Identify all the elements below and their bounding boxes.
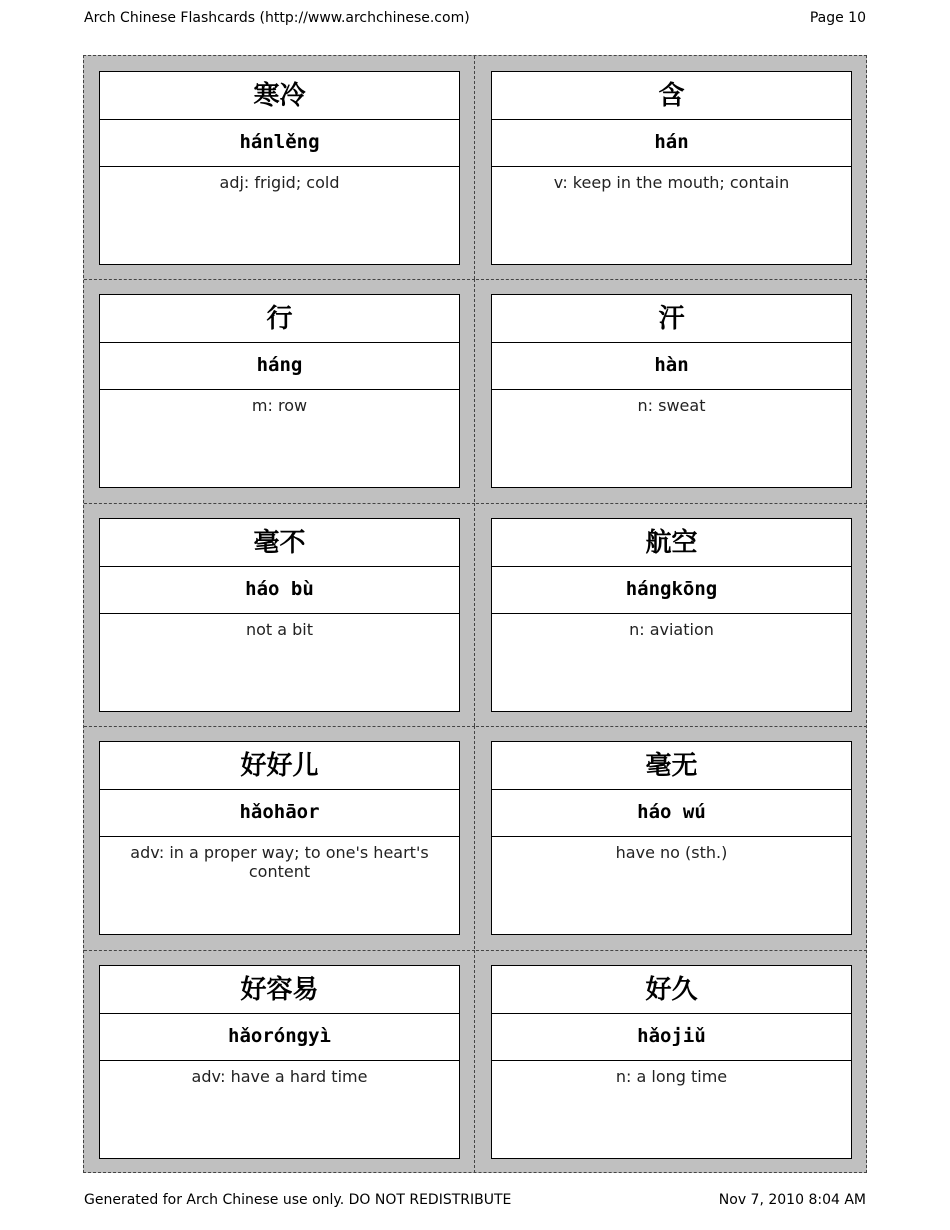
- card-pinyin: háng: [100, 343, 459, 390]
- card-hanzi: 毫无: [492, 742, 851, 790]
- flashcard: [491, 965, 852, 1159]
- flashcard: [491, 71, 852, 265]
- card-hanzi: 航空: [492, 519, 851, 567]
- flashcard: [99, 294, 460, 488]
- card-hanzi: 汗: [492, 295, 851, 343]
- card-cell: [476, 56, 867, 279]
- card-definition: n: aviation: [629, 620, 714, 639]
- card-definition: m: row: [251, 396, 308, 415]
- card-pinyin: hǎohāor: [100, 790, 459, 837]
- flashcard: [491, 518, 852, 712]
- card-cell: [476, 950, 867, 1173]
- card-pinyin: háo bù: [100, 567, 459, 614]
- card-hanzi: 好久: [492, 966, 851, 1014]
- card-definition: have no (sth.): [615, 843, 728, 862]
- card-definition: not a bit: [245, 620, 314, 639]
- card-hanzi: 行: [100, 295, 459, 343]
- flashcard: [99, 518, 460, 712]
- card-pinyin: háo wú: [492, 790, 851, 837]
- card-pinyin: hángkōng: [492, 567, 851, 614]
- card-cell: [84, 279, 475, 502]
- card-cell: [476, 279, 867, 502]
- card-hanzi: 好好儿: [100, 742, 459, 790]
- card-cell: [84, 950, 475, 1173]
- flashcard: [99, 965, 460, 1159]
- card-cell: [84, 503, 475, 726]
- footer-timestamp: Nov 7, 2010 8:04 AM: [718, 1192, 866, 1208]
- card-hanzi: 好容易: [100, 966, 459, 1014]
- card-cell: [84, 726, 475, 949]
- card-definition: adj: frigid; cold: [219, 173, 340, 192]
- flashcard: [99, 741, 460, 935]
- card-hanzi: 含: [492, 72, 851, 120]
- card-definition: n: sweat: [637, 396, 706, 415]
- card-definition: v: keep in the mouth; contain: [553, 173, 790, 192]
- card-hanzi: 寒冷: [100, 72, 459, 120]
- card-pinyin: hàn: [492, 343, 851, 390]
- card-pinyin: hánlěng: [100, 120, 459, 167]
- footer-notice: Generated for Arch Chinese use only. DO NOT REDISTRIBUTE: [84, 1192, 512, 1208]
- flashcard: [491, 294, 852, 488]
- card-cell: [84, 56, 475, 279]
- card-definition: n: a long time: [615, 1067, 728, 1086]
- card-pinyin: hǎoróngyì: [100, 1014, 459, 1061]
- card-pinyin: hǎojiǔ: [492, 1014, 851, 1061]
- card-cell: [476, 726, 867, 949]
- flashcard-sheet: [83, 55, 867, 1173]
- flashcard: [99, 71, 460, 265]
- header-title: Arch Chinese Flashcards (http://www.archchinese.com): [84, 10, 470, 26]
- flashcard: [491, 741, 852, 935]
- page-number: Page 10: [809, 10, 866, 26]
- card-cell: [476, 503, 867, 726]
- card-definition: adv: have a hard time: [191, 1067, 368, 1086]
- card-definition: adv: in a proper way; to one's heart's content: [130, 843, 429, 881]
- card-hanzi: 毫不: [100, 519, 459, 567]
- card-pinyin: hán: [492, 120, 851, 167]
